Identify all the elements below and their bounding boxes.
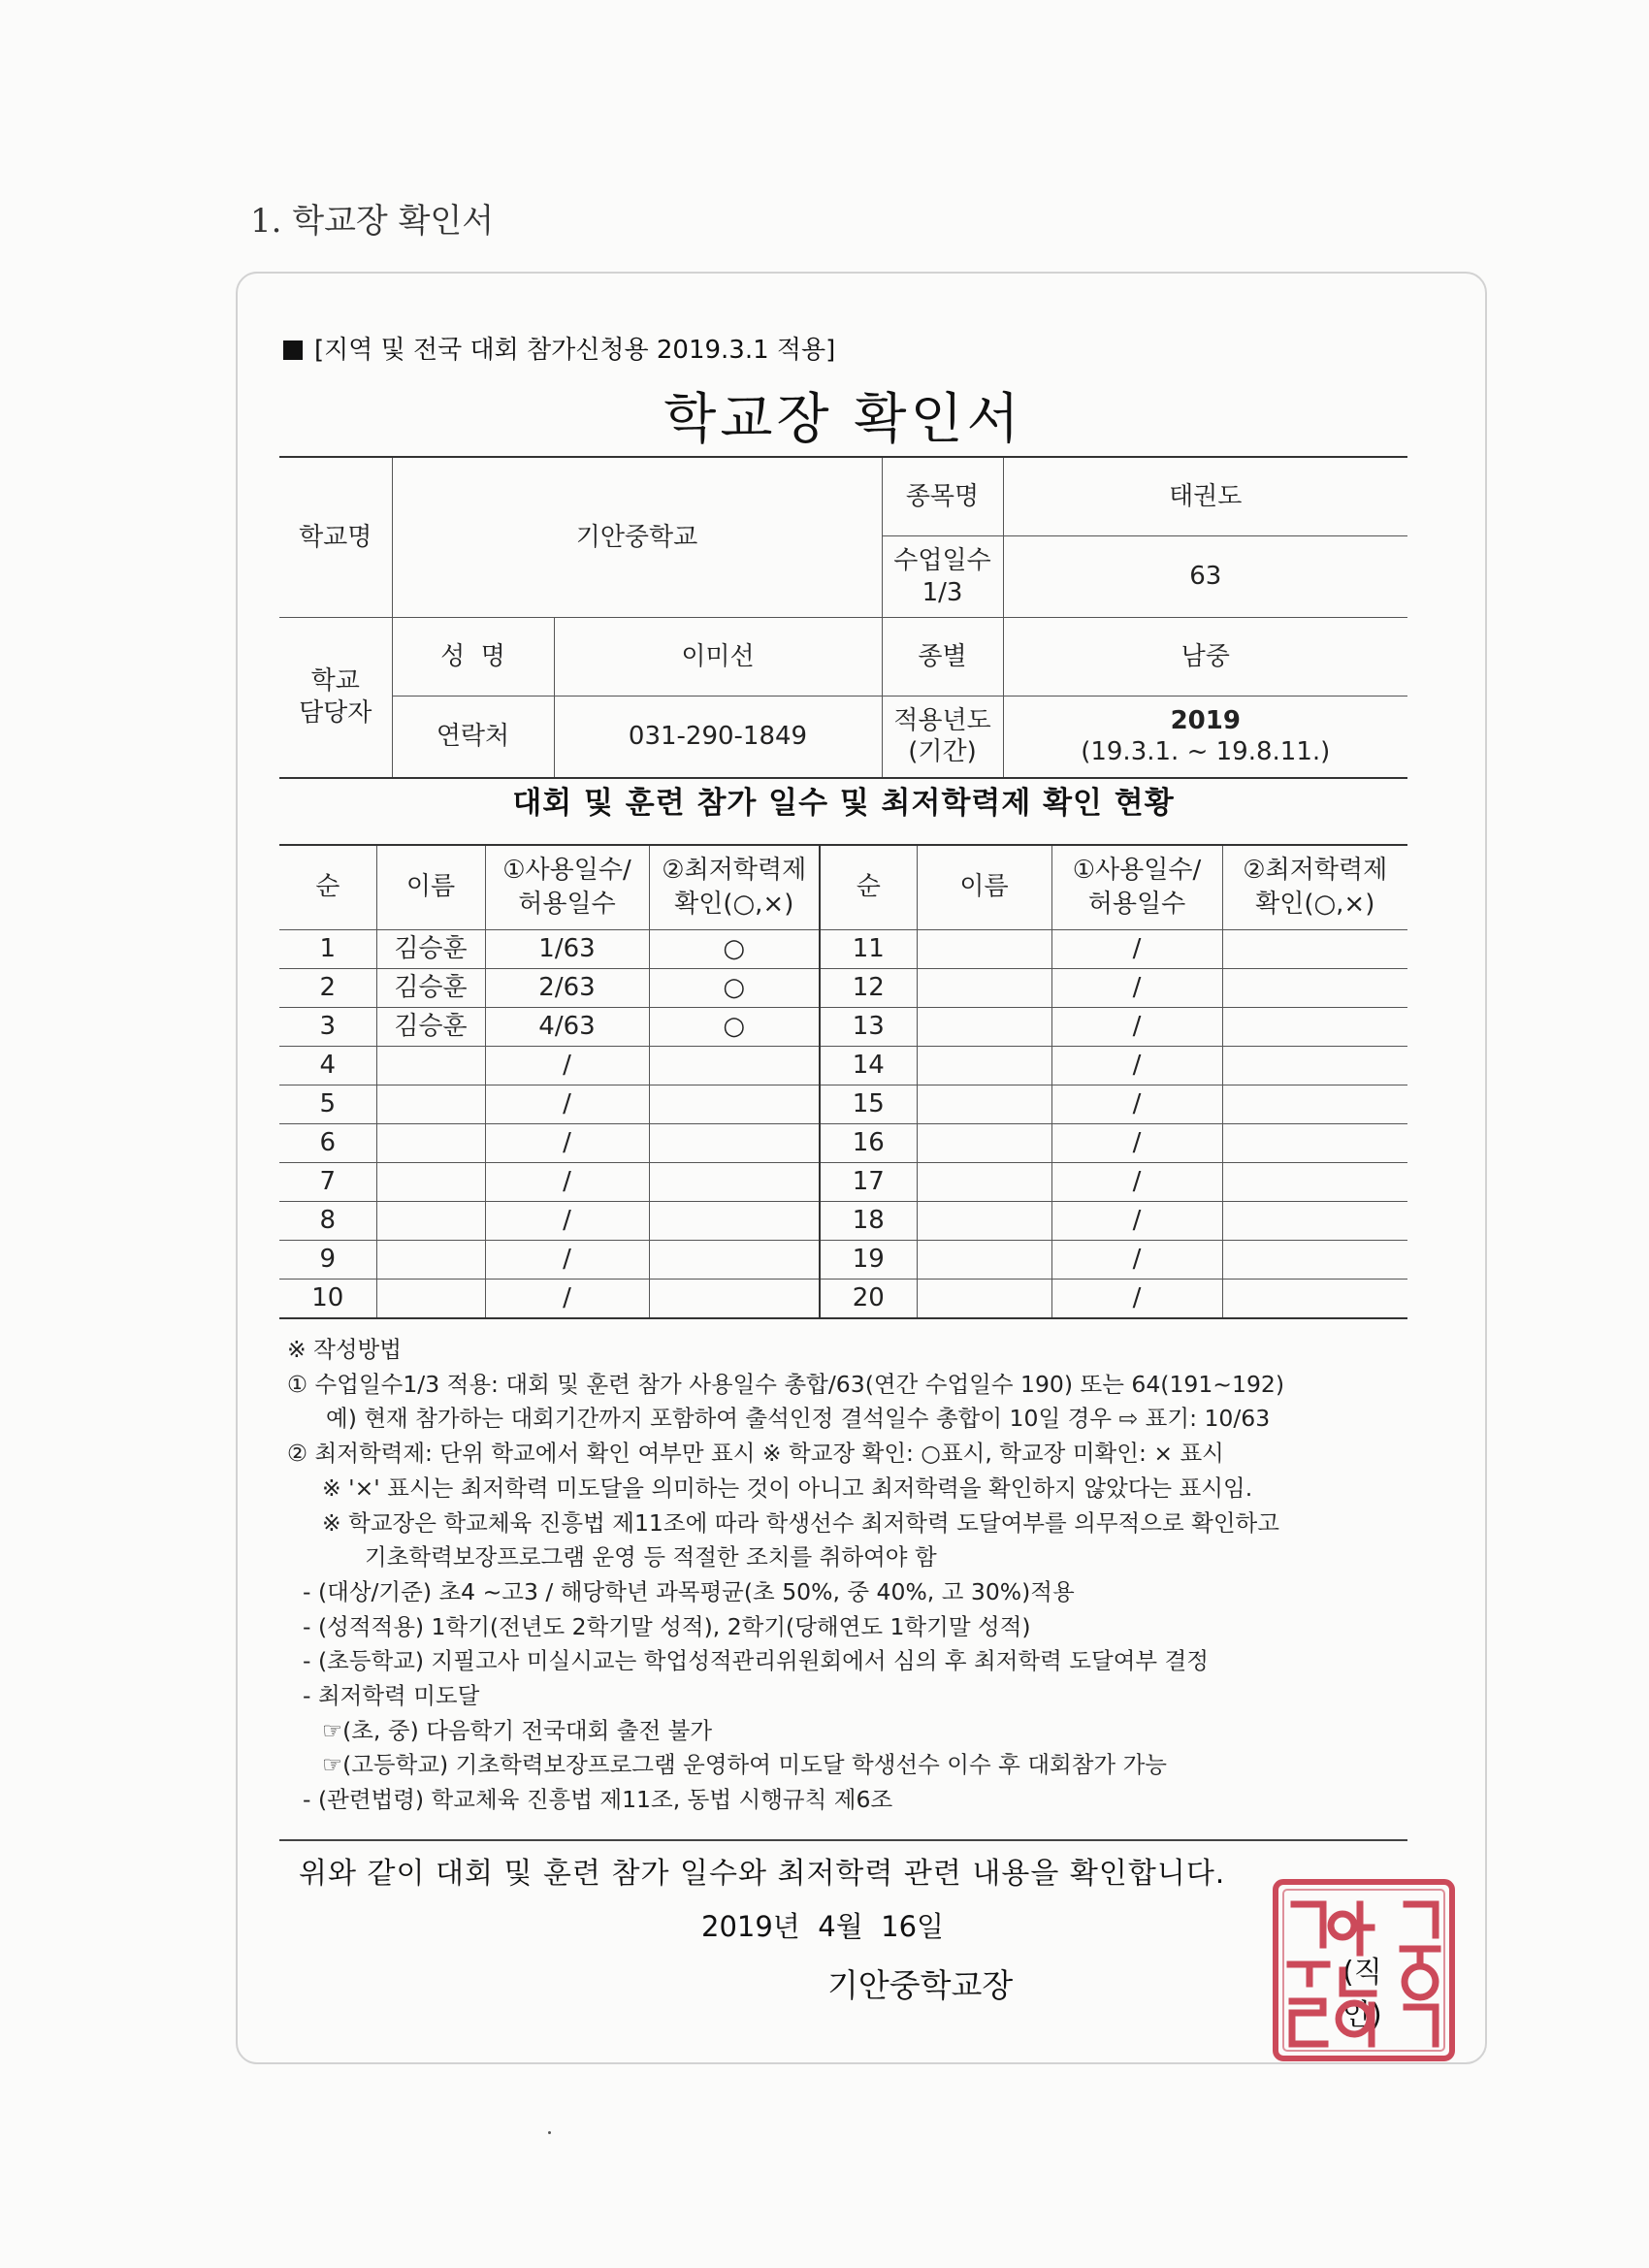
row-days-2: / xyxy=(1051,969,1222,1008)
row-no-2: 18 xyxy=(820,1202,917,1241)
instruction-line: - (초등학교) 지필고사 미실시교는 학업성적관리위원회에서 심의 후 최저학력 도달여부 결정 xyxy=(303,1647,1209,1675)
days-label-line1: 수업일수 xyxy=(893,546,991,575)
row-check-2 xyxy=(1222,1085,1407,1124)
table-row xyxy=(279,1047,1407,1085)
table-row xyxy=(279,1163,1407,1202)
phone-label: 연락처 xyxy=(392,697,554,778)
row-name: 김승훈 xyxy=(376,930,485,969)
name-label: 성 명 xyxy=(392,618,554,697)
square-bullet-icon xyxy=(283,340,303,360)
row-no: 5 xyxy=(279,1085,376,1124)
row-check-2 xyxy=(1222,930,1407,969)
row-no-2: 20 xyxy=(820,1280,917,1319)
row-check: ○ xyxy=(649,930,820,969)
col-check-line1: ②최저학력제 xyxy=(662,855,807,885)
row-check xyxy=(649,1124,820,1163)
instruction-line: ☞(초, 중) 다음학기 전국대회 출전 불가 xyxy=(322,1716,713,1744)
instruction-line: ① 수업일수1/3 적용: 대회 및 훈련 참가 사용일수 총합/63(연간 수업일수 190) 또는 64(191~192) xyxy=(287,1370,1285,1398)
instructions-title: ※ 작성방법 xyxy=(287,1336,402,1363)
col-days-line1: ①사용일수/ xyxy=(502,855,631,885)
info-table xyxy=(279,456,1407,779)
col-days-2-line2: 허용일수 xyxy=(1087,890,1186,919)
row-days-2: / xyxy=(1051,1124,1222,1163)
school-name: 기안중학교 xyxy=(392,457,882,618)
row-check xyxy=(649,1047,820,1085)
year-label-line1: 적용년도 xyxy=(893,705,991,735)
row-name-2 xyxy=(917,1163,1051,1202)
row-no: 1 xyxy=(279,930,376,969)
year-value-period: (19.3.1. ~ 19.8.11.) xyxy=(1081,737,1331,767)
category-label: 종별 xyxy=(882,618,1003,697)
col-no-2: 순 xyxy=(820,845,917,930)
form-tag xyxy=(283,330,835,366)
contact-label xyxy=(279,618,392,778)
col-check-2-line1: ②최저학력제 xyxy=(1243,855,1388,885)
instruction-line: ☞(고등학교) 기초학력보장프로그램 운영하여 미도달 학생선수 이수 후 대회참가 가능 xyxy=(322,1751,1167,1779)
year-value xyxy=(1003,697,1407,778)
row-no: 6 xyxy=(279,1124,376,1163)
row-no-2: 13 xyxy=(820,1008,917,1047)
row-days-2: / xyxy=(1051,1202,1222,1241)
row-days-2: / xyxy=(1051,1008,1222,1047)
row-no: 3 xyxy=(279,1008,376,1047)
instruction-line: - (성적적용) 1학기(전년도 2학기말 성적), 2학기(당해연도 1학기말 성적) xyxy=(303,1612,1031,1640)
row-name xyxy=(376,1085,485,1124)
category-value: 남중 xyxy=(1003,618,1407,697)
row-name: 김승훈 xyxy=(376,1008,485,1047)
participation-title: 대회 및 훈련 참가 일수 및 최저학력제 확인 현황 xyxy=(512,786,1175,821)
row-check xyxy=(649,1085,820,1124)
year-value-year: 2019 xyxy=(1170,705,1241,735)
row-name-2 xyxy=(917,1085,1051,1124)
row-days: / xyxy=(485,1124,649,1163)
col-name-2: 이름 xyxy=(917,845,1051,930)
row-check xyxy=(649,1241,820,1280)
row-check-2 xyxy=(1222,1241,1407,1280)
table-row xyxy=(279,1202,1407,1241)
row-no: 9 xyxy=(279,1241,376,1280)
page-heading: 1. 학교장 확인서 xyxy=(250,202,495,241)
col-days-2-line1: ①사용일수/ xyxy=(1072,855,1202,885)
official-seal-icon xyxy=(1271,1877,1457,2063)
row-no: 7 xyxy=(279,1163,376,1202)
row-days: 2/63 xyxy=(485,969,649,1008)
instruction-line: 기초학력보장프로그램 운영 등 적절한 조치를 취하여야 함 xyxy=(365,1543,937,1571)
row-name-2 xyxy=(917,1202,1051,1241)
row-name xyxy=(376,1280,485,1319)
days-label-line2: 1/3 xyxy=(922,577,963,607)
table-row xyxy=(279,1008,1407,1047)
row-check xyxy=(649,1280,820,1319)
row-days: / xyxy=(485,1202,649,1241)
contact-label-line1: 학교 xyxy=(310,666,360,697)
row-name-2 xyxy=(917,1241,1051,1280)
row-check-2 xyxy=(1222,969,1407,1008)
row-days-2: / xyxy=(1051,1085,1222,1124)
col-days-line2: 허용일수 xyxy=(518,890,616,919)
row-no-2: 16 xyxy=(820,1124,917,1163)
days-value: 63 xyxy=(1003,536,1407,618)
row-name xyxy=(376,1241,485,1280)
instruction-line: - (대상/기준) 초4 ~고3 / 해당학년 과목평균(초 50%, 중 40%, 고 30%)적용 xyxy=(303,1577,1075,1605)
row-days-2: / xyxy=(1051,1280,1222,1319)
row-check xyxy=(649,1202,820,1241)
row-check: ○ xyxy=(649,1008,820,1047)
row-check-2 xyxy=(1222,1047,1407,1085)
form-title: 학교장 확인서 xyxy=(663,388,1023,451)
event-value: 태권도 xyxy=(1003,457,1407,536)
row-no-2: 12 xyxy=(820,969,917,1008)
instruction-line: ※ '×' 표시는 최저학력 미도달을 의미하는 것이 아니고 최저학력을 확인하지 않았다는 표시임. xyxy=(322,1474,1253,1502)
row-no-2: 19 xyxy=(820,1241,917,1280)
confirmation-date: 2019년 4월 16일 xyxy=(701,1910,945,1943)
row-days: 1/63 xyxy=(485,930,649,969)
instruction-line: 예) 현재 참가하는 대회기간까지 포함하여 출석인정 결석일수 총합이 10일 경우 ⇨ 표기: 10/63 xyxy=(326,1405,1271,1433)
table-row xyxy=(279,1124,1407,1163)
row-check xyxy=(649,1163,820,1202)
form-frame xyxy=(236,272,1487,2064)
participation-header-row xyxy=(279,845,1407,930)
instruction-line: - (관련법령) 학교체육 진흥법 제11조, 동법 시행규칙 제6조 xyxy=(303,1786,893,1814)
contact-label-line2: 담당자 xyxy=(299,697,372,728)
instruction-line: - 최저학력 미도달 xyxy=(303,1682,480,1710)
row-days: / xyxy=(485,1085,649,1124)
row-name-2 xyxy=(917,1047,1051,1085)
row-days-2: / xyxy=(1051,930,1222,969)
row-name: 김승훈 xyxy=(376,969,485,1008)
col-days-2 xyxy=(1051,845,1222,930)
year-label-line2: (기간) xyxy=(908,737,977,767)
col-no: 순 xyxy=(279,845,376,930)
school-label: 학교명 xyxy=(279,457,392,618)
row-check-2 xyxy=(1222,1163,1407,1202)
table-row xyxy=(279,1085,1407,1124)
col-check xyxy=(649,845,820,930)
row-no-2: 17 xyxy=(820,1163,917,1202)
table-row xyxy=(279,930,1407,969)
scan-speck xyxy=(548,2131,551,2134)
col-name: 이름 xyxy=(376,845,485,930)
col-check-2-line2: 확인(○,×) xyxy=(1255,890,1375,919)
row-days-2: / xyxy=(1051,1241,1222,1280)
participation-table xyxy=(279,844,1407,1319)
row-no-2: 11 xyxy=(820,930,917,969)
row-no: 2 xyxy=(279,969,376,1008)
table-row xyxy=(279,1241,1407,1280)
row-name xyxy=(376,1124,485,1163)
instructions xyxy=(287,1333,1412,1818)
row-name xyxy=(376,1202,485,1241)
form-tag-text: [지역 및 전국 대회 참가신청용 2019.3.1 적용] xyxy=(314,336,836,365)
row-days-2: / xyxy=(1051,1047,1222,1085)
row-no: 4 xyxy=(279,1047,376,1085)
table-row xyxy=(279,969,1407,1008)
divider xyxy=(279,1839,1407,1841)
row-name-2 xyxy=(917,930,1051,969)
row-days: / xyxy=(485,1241,649,1280)
table-row xyxy=(279,1280,1407,1319)
row-no-2: 14 xyxy=(820,1047,917,1085)
instruction-line: ② 최저학력제: 단위 학교에서 확인 여부만 표시 ※ 학교장 확인: ○표시, 학교장 미확인: × 표시 xyxy=(287,1440,1224,1468)
row-name xyxy=(376,1163,485,1202)
row-no: 8 xyxy=(279,1202,376,1241)
row-name-2 xyxy=(917,1124,1051,1163)
row-days: / xyxy=(485,1280,649,1319)
row-check: ○ xyxy=(649,969,820,1008)
row-name xyxy=(376,1047,485,1085)
row-name-2 xyxy=(917,1280,1051,1319)
col-check-line2: 확인(○,×) xyxy=(674,890,794,919)
row-name-2 xyxy=(917,1008,1051,1047)
seal-label: (직인) xyxy=(1342,1956,1382,2032)
confirmation-statement: 위와 같이 대회 및 훈련 참가 일수와 최저학력 관련 내용을 확인합니다. xyxy=(299,1857,1226,1891)
row-days: / xyxy=(485,1163,649,1202)
col-days xyxy=(485,845,649,930)
event-label: 종목명 xyxy=(882,457,1003,536)
col-check-2 xyxy=(1222,845,1407,930)
name-value: 이미선 xyxy=(554,618,882,697)
row-no-2: 15 xyxy=(820,1085,917,1124)
row-check-2 xyxy=(1222,1008,1407,1047)
row-check-2 xyxy=(1222,1202,1407,1241)
year-label xyxy=(882,697,1003,778)
instruction-line: ※ 학교장은 학교체육 진흥법 제11조에 따라 학생선수 최저학력 도달여부를 의무적으로 확인하고 xyxy=(322,1508,1279,1537)
days-label xyxy=(882,536,1003,618)
row-check-2 xyxy=(1222,1280,1407,1319)
signer-title: 기안중학교장 xyxy=(827,1966,1014,2004)
row-no: 10 xyxy=(279,1280,376,1319)
row-check-2 xyxy=(1222,1124,1407,1163)
row-days-2: / xyxy=(1051,1163,1222,1202)
row-days: / xyxy=(485,1047,649,1085)
row-days: 4/63 xyxy=(485,1008,649,1047)
phone-value: 031-290-1849 xyxy=(554,697,882,778)
row-name-2 xyxy=(917,969,1051,1008)
